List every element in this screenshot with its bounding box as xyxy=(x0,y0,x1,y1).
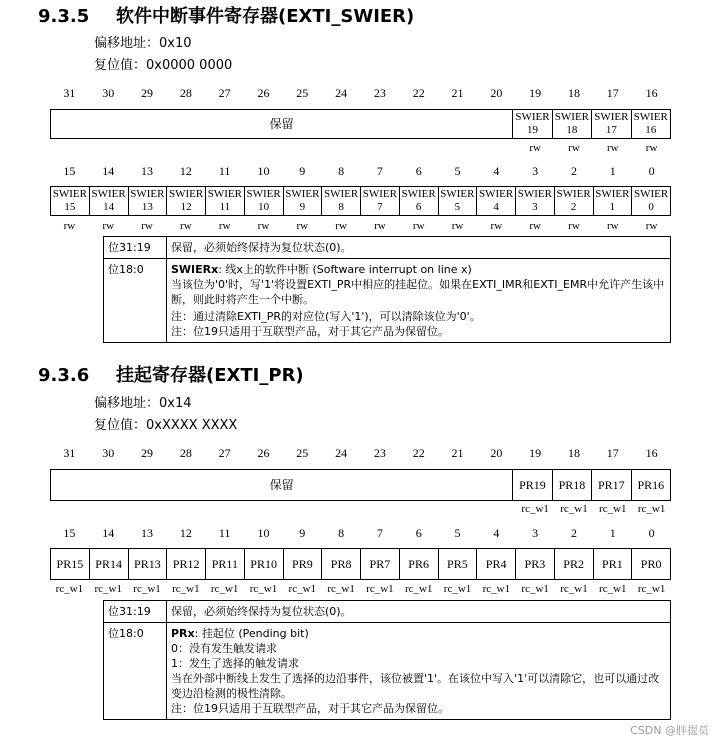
reserved-field: 保留 xyxy=(269,116,294,131)
field-pr11: PR11 xyxy=(205,549,244,579)
field-pr13: PR13 xyxy=(128,549,167,579)
desc-option: 0：没有发生触发请求 xyxy=(171,642,277,655)
field-swier12: SWIER 12 xyxy=(166,187,205,215)
section-title: 挂起寄存器(EXTI_PR) xyxy=(116,365,304,386)
bit-numbers-low: 15 14 13 12 11 10 9 8 7 6 5 4 3 2 1 0 xyxy=(63,164,655,178)
bits-cell: 位18:0 xyxy=(104,623,167,720)
field-pr0: PR0 xyxy=(631,549,670,579)
desc-option: 1：发生了选择的触发请求 xyxy=(171,657,299,670)
field-swier5: SWIER 5 xyxy=(438,187,477,215)
bit-numbers-high: 31 30 29 28 27 26 25 24 23 22 21 20 19 18 17 16 xyxy=(63,86,658,100)
field-pr18: PR18 xyxy=(552,470,591,500)
field-swier4: SWIER 4 xyxy=(476,187,515,215)
register-low-pr xyxy=(50,548,671,580)
bits-cell: 位31:19 xyxy=(104,237,167,259)
field-swier14: SWIER 14 xyxy=(89,187,128,215)
access-low-pr: rc_w1 rc_w1 rc_w1 rc_w1 rc_w1 rc_w1 rc_w1 rc_w1 rc_w1 rc_w1 rc_w1 rc_w1 rc_w1 rc_w1 rc_w1 rc_w1 xyxy=(55,583,666,595)
field-pr7: PR7 xyxy=(360,549,399,579)
reset-value: 复位值：0xXXXX XXXX xyxy=(94,418,238,433)
field-pr3: PR3 xyxy=(515,549,554,579)
access-high-swier: rw rw rw rw xyxy=(529,142,658,154)
bit-numbers-low: 15 14 13 12 11 10 9 8 7 6 5 4 3 2 1 0 xyxy=(63,526,655,540)
field-swier15: SWIER 15 xyxy=(52,188,87,213)
field-swier19: SWIER 19 xyxy=(512,110,551,138)
section-heading-swier xyxy=(38,2,414,28)
section-number: 9.3.6 xyxy=(38,365,90,386)
desc-note: 注：位19只适用于互联型产品，对于其它产品为保留位。 xyxy=(171,702,449,715)
offset-address: 偏移地址：0x14 xyxy=(94,396,192,411)
field-pr14: PR14 xyxy=(89,549,128,579)
field-swier3: SWIER 3 xyxy=(515,187,554,215)
register-high-pr xyxy=(50,469,671,501)
access-high-pr: rc_w1 rc_w1 rc_w1 rc_w1 xyxy=(521,503,666,515)
field-pr15: PR15 xyxy=(56,556,84,571)
desc-cell: 保留，必须始终保持为复位状态(0)。 xyxy=(167,237,671,259)
bits-cell: 位18:0 xyxy=(104,259,167,343)
field-pr6: PR6 xyxy=(399,549,438,579)
desc-note: 注：位19只适用于互联型产品，对于其它产品为保留位。 xyxy=(171,325,449,338)
section-heading-pr xyxy=(38,361,304,387)
field-swier0: SWIER 0 xyxy=(631,187,670,215)
bits-cell: 位31:19 xyxy=(104,601,167,623)
desc-cell: SWIERx: 线x上的软件中断 (Software interrupt on line x) 当该位为'0'时，写'1'将设置EXTI_PR中相应的挂起位。如果在EXTI_IMR和EXTI_EMR中允许产生该中断，则此时将产生一个中断。 注：通过清除EXTI_PR的对应位(写入'1')，可以清除该位为'0'。 注：位19只适用于互联型产品，对于其它产品为保留位。 xyxy=(167,259,671,343)
field-pr1: PR1 xyxy=(593,549,632,579)
bit-numbers-high: 31 30 29 28 27 26 25 24 23 22 21 20 19 18 17 16 xyxy=(63,446,658,460)
field-swier16: SWIER 16 xyxy=(631,110,670,138)
field-swier8: SWIER 8 xyxy=(321,187,360,215)
field-pr5: PR5 xyxy=(438,549,477,579)
field-pr10: PR10 xyxy=(244,549,283,579)
field-swier2: SWIER 2 xyxy=(554,187,593,215)
field-swier7: SWIER 7 xyxy=(360,187,399,215)
watermark: CSDN @胖提莫 xyxy=(630,724,709,737)
field-pr19: PR19 xyxy=(512,470,551,500)
field-swier11: SWIER 11 xyxy=(205,187,244,215)
offset-address: 偏移地址：0x10 xyxy=(94,36,192,51)
desc-line: 当在外部中断线上发生了选择的边沿事件，该位被置'1'。在该位中写入'1'可以清除它，也可以通过改变边沿检测的极性清除。 xyxy=(171,672,660,700)
field-swier18: SWIER 18 xyxy=(552,110,591,138)
table-row xyxy=(104,623,671,720)
field-pr4: PR4 xyxy=(476,549,515,579)
access-low-swier: rw rw rw rw rw rw rw rw rw rw rw rw rw rw rw rw xyxy=(63,220,658,232)
field-swier9: SWIER 9 xyxy=(283,187,322,215)
desc-cell: 保留，必须始终保持为复位状态(0)。 xyxy=(167,601,671,623)
field-name: PRx xyxy=(171,627,195,640)
field-swier10: SWIER 10 xyxy=(244,187,283,215)
field-swier6: SWIER 6 xyxy=(399,187,438,215)
field-swier13: SWIER 13 xyxy=(128,187,167,215)
desc-line: 当该位为'0'时，写'1'将设置EXTI_PR中相应的挂起位。如果在EXTI_IMR和EXTI_EMR中允许产生该中断，则此时将产生一个中断。 xyxy=(171,278,665,306)
field-swier17: SWIER 17 xyxy=(591,110,630,138)
field-swier1: SWIER 1 xyxy=(593,187,632,215)
table-row xyxy=(104,601,671,623)
register-low-swier xyxy=(50,186,671,216)
field-pr2: PR2 xyxy=(554,549,593,579)
section-title: 软件中断事件寄存器(EXTI_SWIER) xyxy=(116,6,415,27)
field-pr17: PR17 xyxy=(591,470,630,500)
field-pr16: PR16 xyxy=(631,470,670,500)
field-pr12: PR12 xyxy=(166,549,205,579)
table-row xyxy=(104,237,671,259)
description-table-pr xyxy=(103,600,671,720)
reserved-field: 保留 xyxy=(269,477,294,492)
description-table-swier xyxy=(103,236,671,343)
table-row xyxy=(104,259,671,343)
field-name: SWIERx xyxy=(171,263,219,276)
reset-value: 复位值：0x0000 0000 xyxy=(94,58,233,73)
register-high-swier xyxy=(50,109,671,139)
field-pr8: PR8 xyxy=(321,549,360,579)
desc-note: 注：通过清除EXTI_PR的对应位(写入'1')，可以清除该位为'0'。 xyxy=(171,310,481,323)
section-number: 9.3.5 xyxy=(38,6,90,27)
field-pr9: PR9 xyxy=(283,549,322,579)
desc-cell: PRx: 挂起位 (Pending bit) 0：没有发生触发请求 1：发生了选择的触发请求 当在外部中断线上发生了选择的边沿事件，该位被置'1'。在该位中写入'1'可以清除它，也可以通过改变边沿检测的极性清除。 注：位19只适用于互联型产品，对于其它产品为保留位。 xyxy=(167,623,671,720)
